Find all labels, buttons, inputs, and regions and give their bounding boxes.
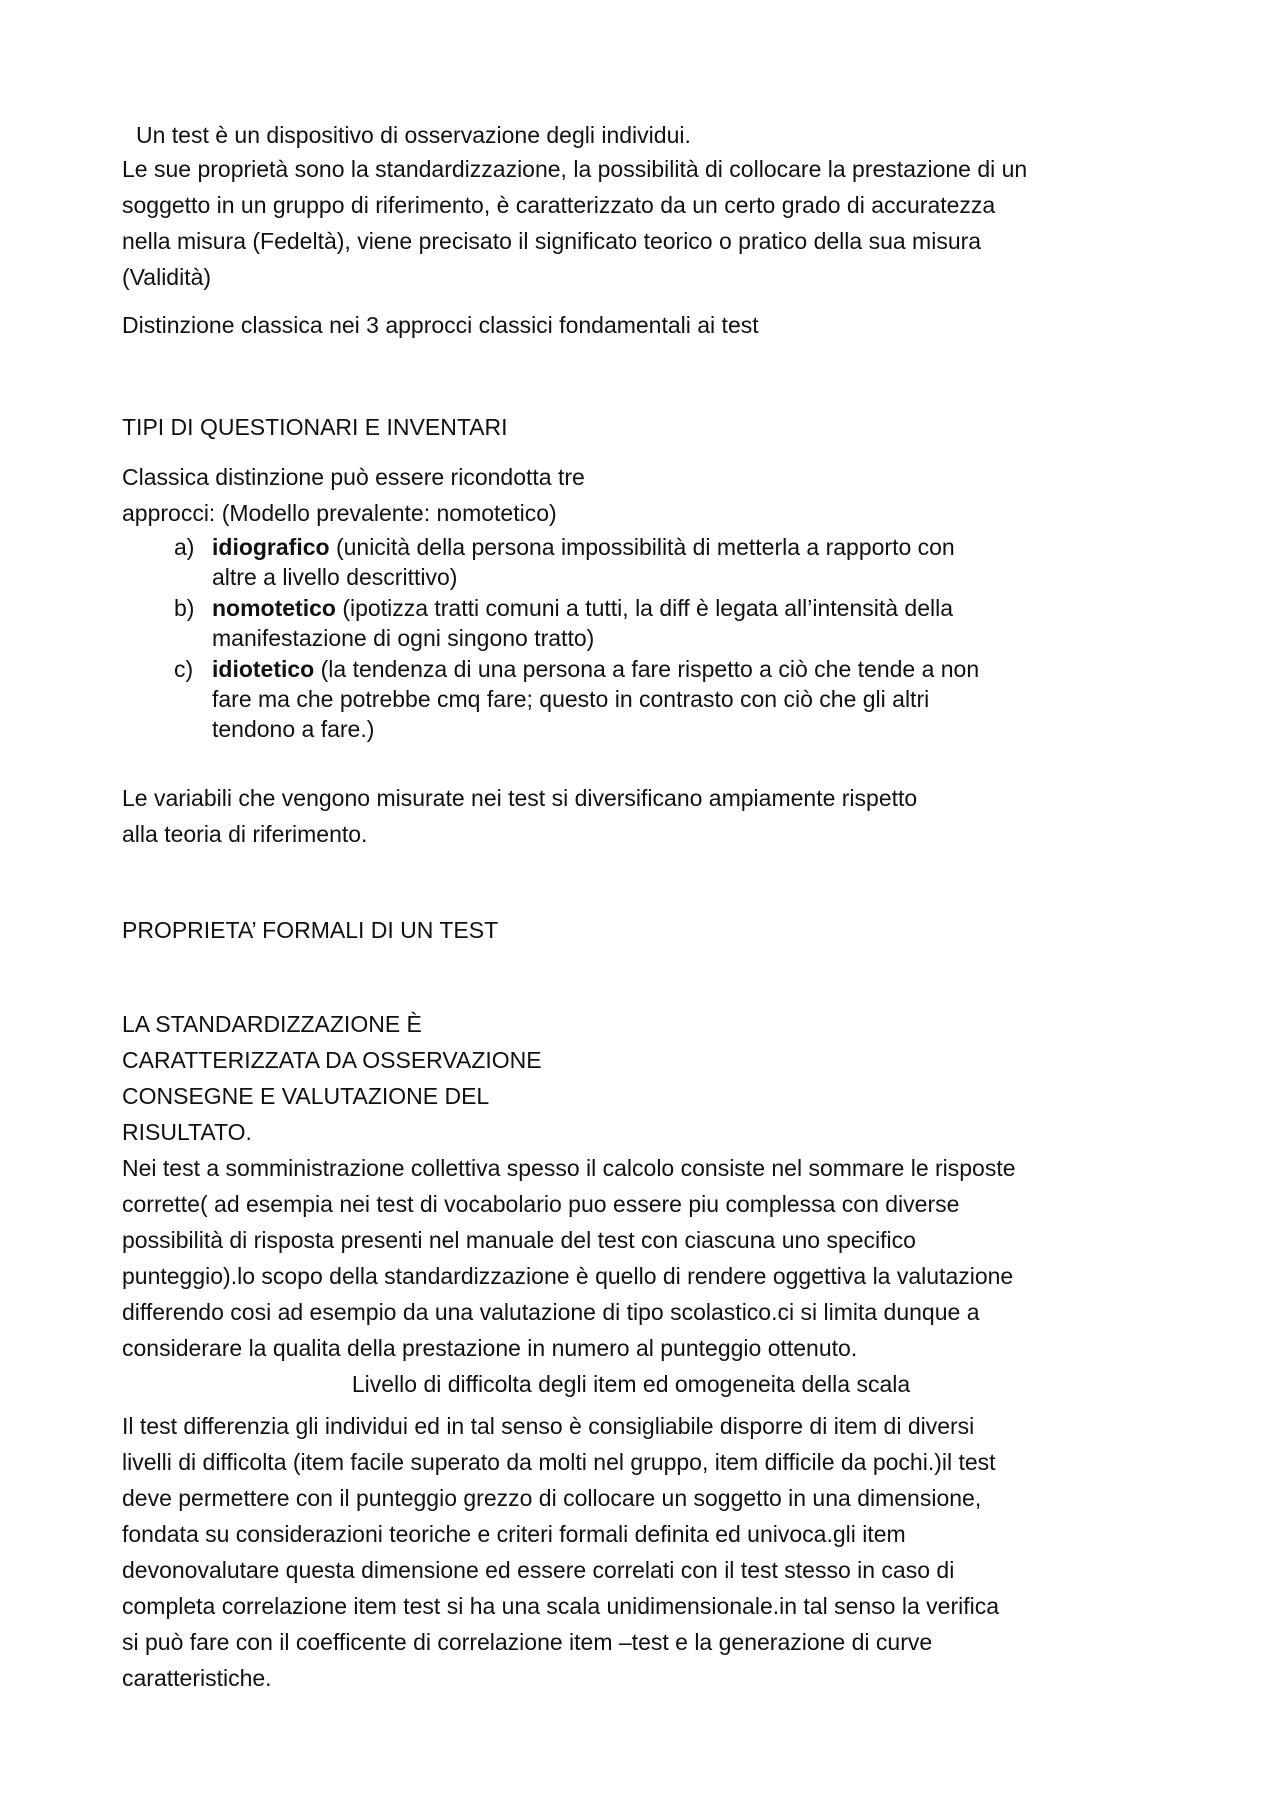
text-line: completa correlazione item test si ha una scala unidimensionale.in tal senso la verifica — [122, 1593, 1000, 1619]
term-idiografico: idiografico — [212, 534, 330, 560]
distinction-paragraph — [122, 307, 759, 343]
term-description: (la tendenza di una persona a fare rispetto a ciò che tende a non — [314, 656, 980, 682]
heading-text: Livello di difficolta degli item ed omogeneita della scala — [351, 1371, 911, 1397]
text-line: devonovalutare questa dimensione ed essere correlati con il test stesso in caso di — [122, 1557, 955, 1583]
text-line: punteggio).lo scopo della standardizzazione è quello di rendere oggettiva la valutazione — [122, 1263, 1014, 1289]
heading-line: LA STANDARDIZZAZIONE È — [122, 1011, 422, 1037]
text-line: si può fare con il coefficente di correlazione item –test e la generazione di curve — [122, 1629, 933, 1655]
section-heading-difficulty — [122, 1366, 1140, 1402]
text-line: soggetto in un gruppo di riferimento, è caratterizzato da un certo grado di accuratezza — [122, 192, 996, 218]
intro-paragraph — [122, 119, 1027, 295]
text-line: possibilità di risposta presenti nel manuale del test con ciascuna uno specifico — [122, 1227, 916, 1253]
list-marker: a) — [174, 534, 195, 560]
text-line: Distinzione classica nei 3 approcci classici fondamentali ai test — [122, 312, 759, 338]
heading-line: RISULTATO. — [122, 1119, 252, 1145]
list-item — [122, 654, 979, 744]
text-line: Classica distinzione può essere ricondotta tre — [122, 464, 585, 490]
difficulty-paragraph — [122, 1408, 999, 1696]
variables-paragraph — [122, 780, 917, 852]
text-line: Nei test a somministrazione collettiva spesso il calcolo consiste nel sommare le risposte — [122, 1155, 1016, 1181]
text-line: (Validità) — [122, 264, 212, 290]
section-heading-types — [122, 409, 508, 445]
text-line: tendono a fare.) — [212, 716, 375, 742]
list-marker: c) — [174, 656, 194, 682]
text-line: caratteristiche. — [122, 1665, 272, 1691]
list-marker: b) — [174, 595, 195, 621]
text-line: deve permettere con il punteggio grezzo di collocare un soggetto in una dimensione, — [122, 1485, 982, 1511]
text-line: fare ma che potrebbe cmq fare; questo in contrasto con ciò che gli altri — [212, 686, 930, 712]
term-description: (ipotizza tratti comuni a tutti, la diff è legata all’intensità della — [335, 595, 954, 621]
heading-text: PROPRIETA’ FORMALI DI UN TEST — [122, 917, 499, 943]
text-line: corrette( ad esempia nei test di vocabolario puo essere piu complessa con diverse — [122, 1191, 960, 1217]
text-line: Il test differenzia gli individui ed in tal senso è consigliabile disporre di item di diversi — [122, 1413, 975, 1439]
list-item — [122, 593, 979, 653]
section-heading-properties — [122, 912, 498, 948]
term-nomotetico: nomotetico — [212, 595, 336, 621]
intro-lead: Un test è un dispositivo di osservazione degli individui. — [136, 122, 691, 148]
approaches-list — [122, 532, 979, 745]
text-line: manifestazione di ogni singono tratto) — [212, 625, 595, 651]
text-line: altre a livello descrittivo) — [212, 564, 458, 590]
heading-line: CONSEGNE E VALUTAZIONE DEL — [122, 1083, 490, 1109]
text-line: nella misura (Fedeltà), viene precisato il significato teorico o pratico della sua misura — [122, 228, 982, 254]
list-item — [122, 532, 979, 592]
heading-line: CARATTERIZZATA DA OSSERVAZIONE — [122, 1047, 542, 1073]
text-line: fondata su considerazioni teoriche e criteri formali definita ed univoca.gli item — [122, 1521, 906, 1547]
standardization-paragraph — [122, 1150, 1016, 1366]
section-heading-standardization — [122, 1006, 542, 1150]
term-description: (unicità della persona impossibilità di metterla a rapporto con — [329, 534, 955, 560]
text-line: alla teoria di riferimento. — [122, 821, 368, 847]
text-line: Le variabili che vengono misurate nei test si diversificano ampiamente rispetto — [122, 785, 918, 811]
term-idiotetico: idiotetico — [212, 656, 315, 682]
heading-text: TIPI DI QUESTIONARI E INVENTARI — [122, 414, 508, 440]
text-line: approcci: (Modello prevalente: nomotetico) — [122, 500, 557, 526]
text-line: considerare la qualita della prestazione in numero al punteggio ottenuto. — [122, 1335, 858, 1361]
types-intro — [122, 459, 585, 531]
text-line: differendo cosi ad esempio da una valutazione di tipo scolastico.ci si limita dunque a — [122, 1299, 980, 1325]
text-line: Le sue proprietà sono la standardizzazione, la possibilità di collocare la prestazione di un — [122, 156, 1028, 182]
text-line: livelli di difficolta (item facile superato da molti nel gruppo, item difficile da pochi.)il test — [122, 1449, 996, 1475]
